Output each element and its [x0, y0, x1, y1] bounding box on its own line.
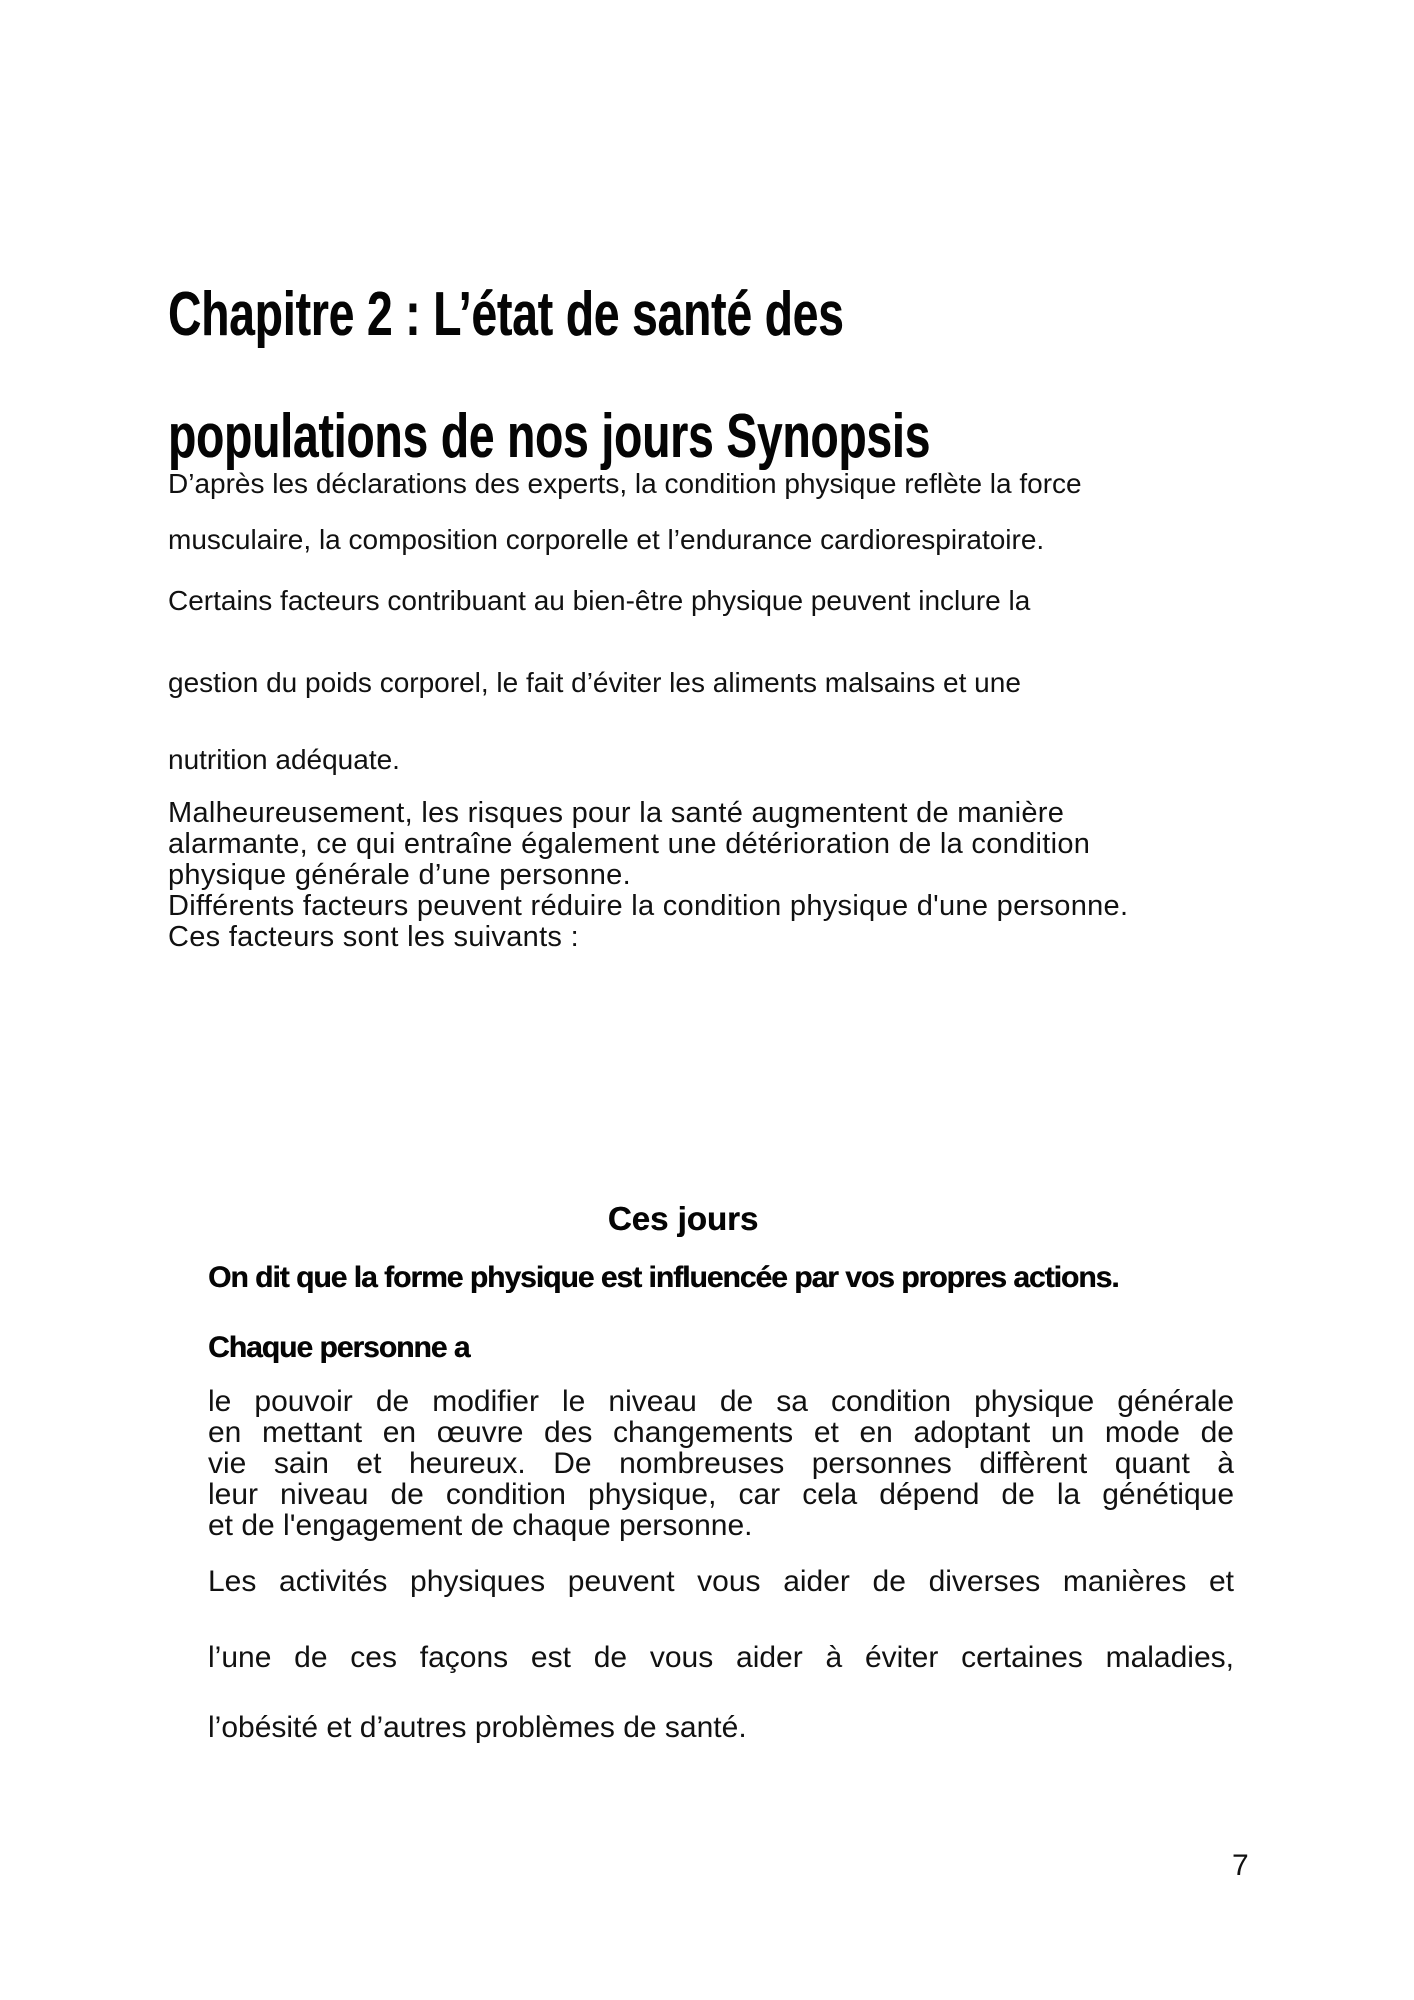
bold-statement: Chaque personne a [208, 1331, 470, 1364]
bold-statement: On dit que la forme physique est influencée par vos propres actions. [208, 1261, 1119, 1294]
warning-line: alarmante, ce qui entraîne également une détérioration de la condition [168, 828, 1091, 860]
body-line: le pouvoir de modifier le niveau de sa condition physique générale [208, 1385, 1234, 1418]
section-heading: Ces jours [607, 1200, 759, 1238]
intro-line: gestion du poids corporel, le fait d’éviter les aliments malsains et une [168, 667, 1021, 698]
warning-line: Malheureusement, les risques pour la santé augmentent de manière [168, 797, 1065, 829]
intro-line: musculaire, la composition corporelle et l’endurance cardiorespiratoire. [168, 524, 1045, 555]
body-line: vie sain et heureux. De nombreuses personnes diffèrent quant à [208, 1447, 1234, 1480]
intro-line: D’après les déclarations des experts, la condition physique reflète la force [168, 468, 1082, 499]
warning-line: Ces facteurs sont les suivants : [168, 921, 579, 953]
chapter-title-line-1: Chapitre 2 : L’état de santé des [168, 279, 844, 349]
section-body-paragraph [208, 1386, 1234, 1541]
body-line: et de l'engagement de chaque personne. [208, 1509, 753, 1542]
activities-line: l’obésité et d’autres problèmes de santé. [208, 1711, 747, 1744]
intro-line: Certains facteurs contribuant au bien-être physique peuvent inclure la [168, 585, 1031, 616]
activities-line: Les activités physiques peuvent vous aider de diverses manières et [208, 1565, 1234, 1598]
activities-line: l’une de ces façons est de vous aider à éviter certaines maladies, [208, 1641, 1234, 1674]
warning-paragraph [168, 798, 1288, 953]
body-line: leur niveau de condition physique, car cela dépend de la génétique [208, 1478, 1234, 1511]
chapter-title-line-2: populations de nos jours Synopsis [168, 401, 931, 471]
warning-line: Différents facteurs peuvent réduire la condition physique d'une personne. [168, 890, 1129, 922]
page-number: 7 [1232, 1849, 1249, 1882]
body-line: en mettant en œuvre des changements et en adoptant un mode de [208, 1416, 1234, 1449]
warning-line: physique générale d’une personne. [168, 859, 631, 891]
intro-line: nutrition adéquate. [168, 744, 400, 775]
